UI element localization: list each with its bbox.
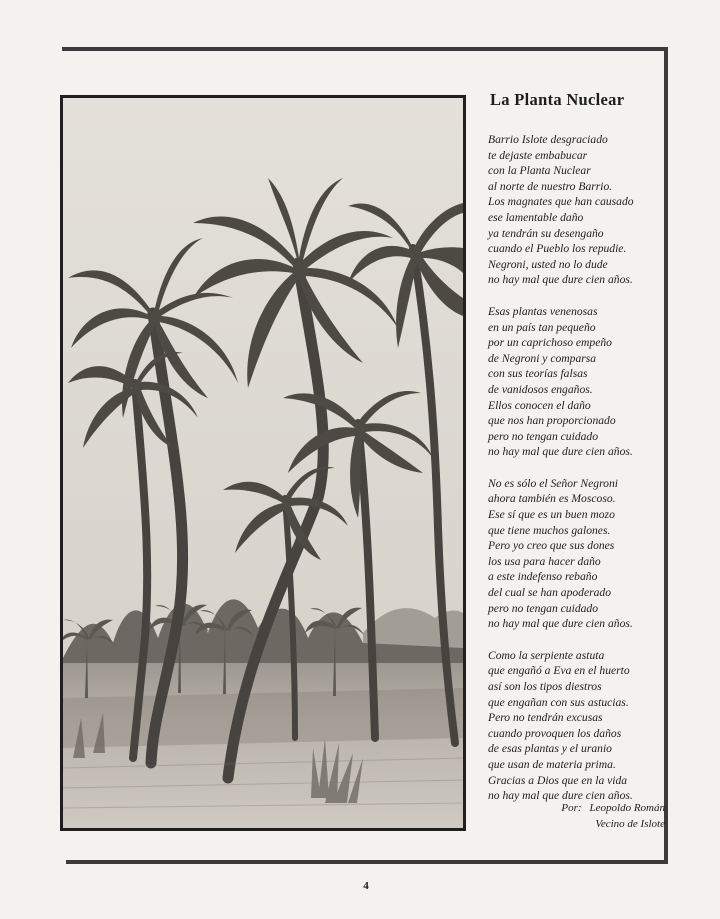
poem-line: de vanidosos engaños. bbox=[488, 382, 593, 396]
top-border-rule bbox=[62, 47, 667, 51]
poem-line: Gracias a Dios que en la vida bbox=[488, 773, 628, 787]
page-number: 4 bbox=[363, 880, 369, 892]
poem-line: No es sólo el Señor Negroni bbox=[488, 476, 618, 490]
poem-line: Negroni, usted no lo dude bbox=[488, 257, 608, 271]
poem-line: Barrio Islote desgraciado bbox=[488, 133, 608, 146]
poem-line: pero no tengan cuidado bbox=[488, 601, 599, 615]
bottom-border-rule bbox=[66, 860, 668, 864]
stanza-1 bbox=[488, 132, 668, 288]
poem-line: que engañó a Eva en el huerto bbox=[488, 664, 630, 678]
poem-line: no hay mal que dure cien años. bbox=[488, 445, 633, 459]
stanza-2 bbox=[488, 304, 668, 460]
poem-line: pero no tengan cuidado bbox=[488, 429, 599, 443]
poem-line: de Negroni y comparsa bbox=[488, 351, 597, 365]
poem-line: que usan de materia prima. bbox=[488, 757, 616, 771]
poem-line: que tiene muchos galones. bbox=[488, 523, 611, 537]
poem-line: Ellos conocen el daño bbox=[488, 398, 591, 412]
poem-line: así son los tipos diestros bbox=[488, 680, 602, 693]
poem-line: cuando provoquen los daños bbox=[488, 726, 622, 740]
poem-line: los usa para hacer daño bbox=[488, 554, 601, 568]
poem-line: con la Planta Nuclear bbox=[488, 164, 591, 178]
poem-line: Ese sí que es un buen mozo bbox=[488, 508, 615, 522]
poem-line: no hay mal que dure cien años. bbox=[488, 617, 633, 631]
poem-column bbox=[488, 90, 668, 820]
poem-line: del cual se han apoderado bbox=[488, 586, 612, 600]
author-name: Leopoldo Román bbox=[589, 802, 665, 814]
poem-line: ahora también es Moscoso. bbox=[488, 492, 616, 506]
poem-line: con sus teorías falsas bbox=[488, 367, 588, 381]
signature-block bbox=[530, 800, 665, 832]
author-line bbox=[530, 800, 665, 816]
palm-trees-photograph bbox=[60, 95, 466, 831]
poem-line: no hay mal que dure cien años. bbox=[488, 789, 633, 803]
stanza-4 bbox=[488, 648, 668, 804]
poem-line: cuando el Pueblo los repudie. bbox=[488, 242, 627, 256]
poem-line: Los magnates que han causado bbox=[488, 195, 634, 209]
poem-line: en un país tan pequeño bbox=[488, 320, 596, 334]
poem-line: ya tendrán su desengaño bbox=[488, 226, 604, 240]
photo-illustration bbox=[63, 98, 463, 828]
poem-line: por un caprichoso empeño bbox=[488, 336, 612, 350]
poem-line: al norte de nuestro Barrio. bbox=[488, 179, 613, 193]
poem-line: ese lamentable daño bbox=[488, 210, 584, 224]
poem-line: no hay mal que dure cien años. bbox=[488, 273, 633, 287]
poem-line: Esas plantas venenosas bbox=[488, 304, 598, 318]
poem-line: que engañan con sus astucias. bbox=[488, 695, 629, 709]
author-role: Vecino de Islote bbox=[595, 818, 665, 830]
stanza-3 bbox=[488, 476, 668, 632]
poem-line: a este indefenso rebaño bbox=[488, 570, 598, 584]
poem-line: Pero yo creo que sus dones bbox=[488, 539, 615, 553]
poem-title: La Planta Nuclear bbox=[490, 90, 625, 109]
poem-line: Pero no tendrán excusas bbox=[488, 711, 603, 725]
by-label: Por: bbox=[561, 802, 582, 814]
poem-line: de esas plantas y el uranio bbox=[488, 742, 612, 756]
poem-line: te dejaste embabucar bbox=[488, 148, 588, 162]
poem-line: Como la serpiente astuta bbox=[488, 648, 605, 662]
poem-line: que nos han proporcionado bbox=[488, 414, 616, 428]
